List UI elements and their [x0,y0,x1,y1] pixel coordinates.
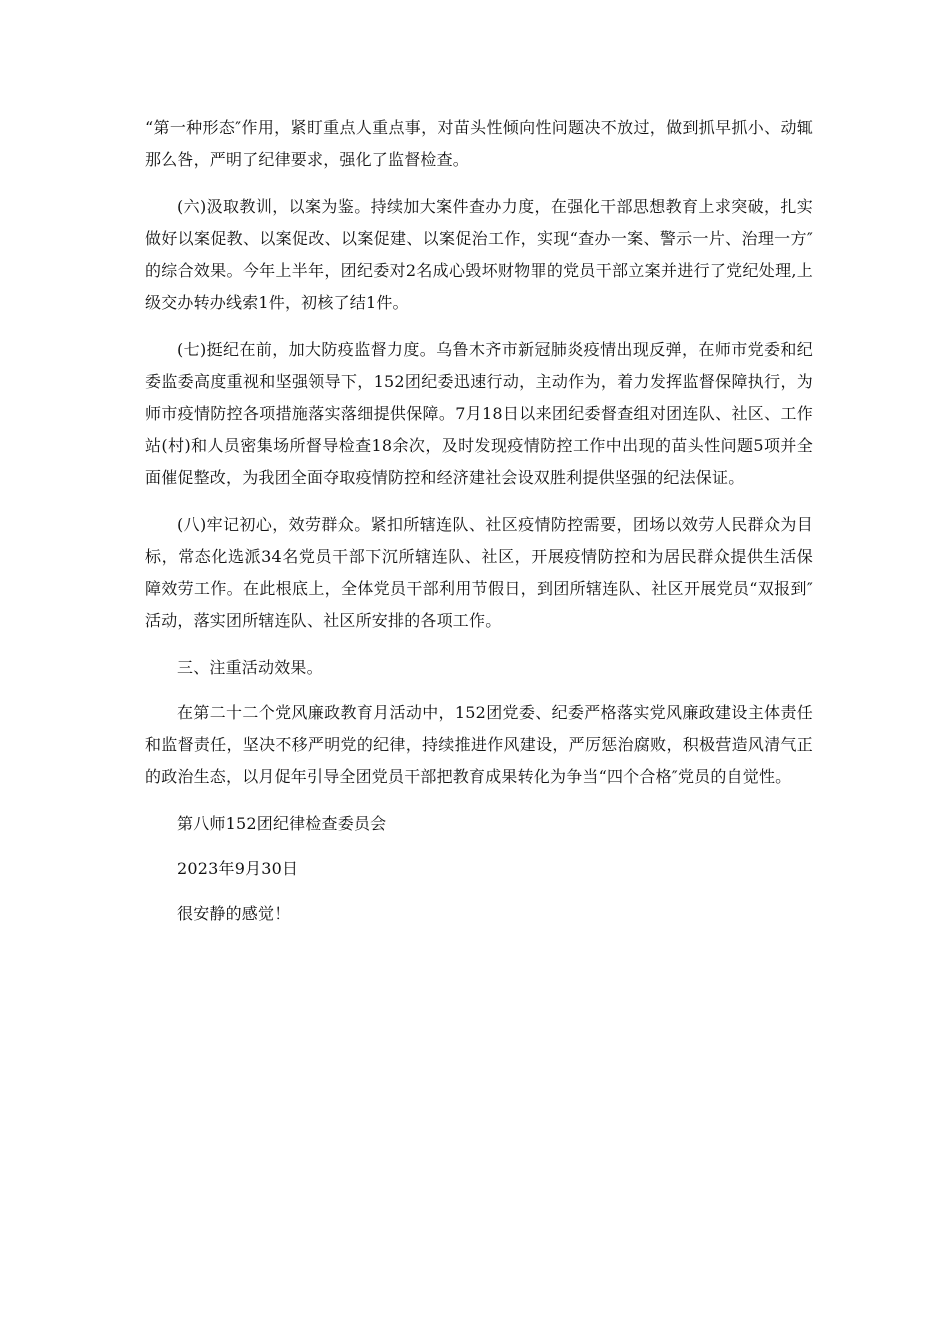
paragraph-intro-continuation: “第一种形态″作用，紧盯重点人重点事，对苗头性倾向性问题决不放过，做到抓早抓小、动辄那么咎，严明了纪律要求，强化了监督检查。 [145,118,813,169]
section-heading-3: 三、注重活动效果。 [177,658,323,677]
document-body [145,112,813,945]
paragraph-item-7: (七)挺纪在前，加大防疫监督力度。乌鲁木齐市新冠肺炎疫情出现反弹，在师市党委和纪委监委高度重视和坚强领导下，152团纪委迅速行动，主动作为，着力发挥监督保障执行，为师市疫情防控各项措施落实落细提供保障。7月18日以来团纪委督查组对团连队、社区、工作站(村)和人员密集场所督导检查18余次，及时发现疫情防控工作中出现的苗头性问题5项并全面催促整改，为我团全面夺取疫情防控和经济建社会设双胜利提供坚强的纪法保证。 [145,340,813,487]
paragraph-item-8: (八)牢记初心，效劳群众。紧扣所辖连队、社区疫情防控需要，团场以效劳人民群众为目标，常态化选派34名党员干部下沉所辖连队、社区，开展疫情防控和为居民群众提供生活保障效劳工作。在此根底上，全体党员干部利用节假日，到团所辖连队、社区开展党员“双报到″活动，落实团所辖连队、社区所安排的各项工作。 [145,515,813,630]
signature-organization: 第八师152团纪律检查委员会 [177,814,387,833]
closing-note: 很安静的感觉！ [177,904,291,923]
signature-date: 2023年9月30日 [177,859,299,878]
paragraph-item-6: (六)汲取教训，以案为鉴。持续加大案件查办力度，在强化干部思想教育上求突破，扎实做好以案促教、以案促改、以案促建、以案促治工作，实现“查办一案、警示一片、治理一方″的综合效果。今年上半年，团纪委对2名成心毁坏财物罪的党员干部立案并进行了党纪处理,上级交办转办线索1件，初核了结1件。 [145,197,813,312]
paragraph-summary: 在第二十二个党风廉政教育月活动中，152团党委、纪委严格落实党风廉政建设主体责任和监督责任，坚决不移严明党的纪律，持续推进作风建设，严厉惩治腐败，积极营造风清气正的政治生态，以月促年引导全团党员干部把教育成果转化为争当“四个合格″党员的自觉性。 [145,703,813,786]
